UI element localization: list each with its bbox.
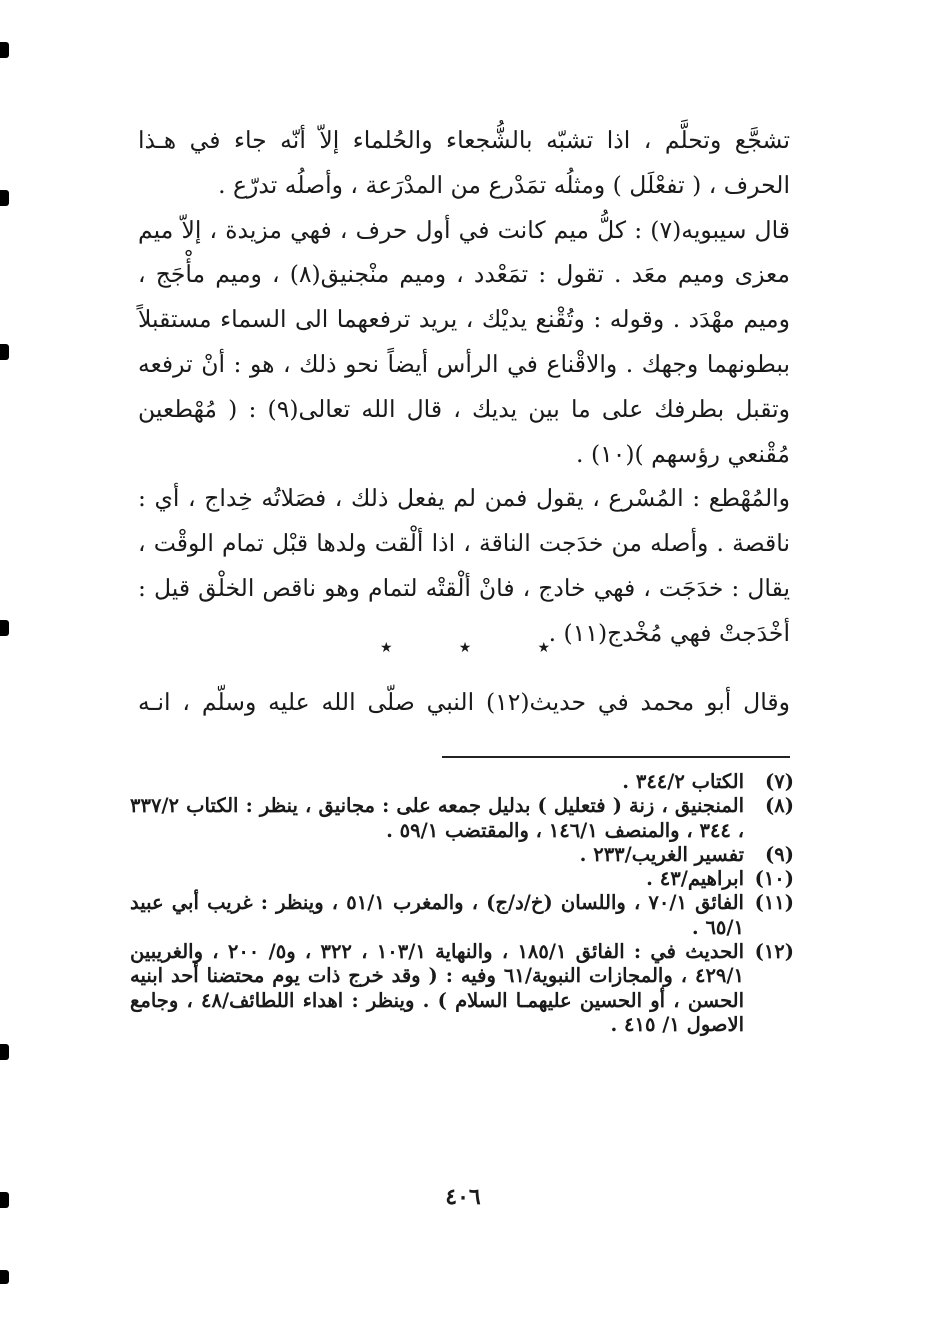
section-separator [380,640,550,656]
binding-mark [0,42,9,58]
footnote [130,891,794,940]
footnote-number: (٩) [765,842,794,866]
paragraph: تشجَّع وتحلَّم ، اذا تشبّه بالشُّجعاء والحُلماء إلاّ أنّه جاء في هـذا الحرف ، ( تفعْلَل ) ومثلُه تمَدْرع من المدْرَعة ، وأصلُه تدرّع . [138,126,790,199]
page-number: ٤٠٦ [445,1184,481,1210]
footnote [130,770,794,794]
footnote-text: المنجنيق ، زنة ( فتعليل ) بدليل جمعه على : مجانيق ، ينظر : الكتاب ٣٣٧/٢ ، ٣٤٤ ، والمنصف ١٤٦/١ ، والمقتضب ٥٩/١ . [130,794,744,842]
footnote-text: الفائق ٧٠/١ ، واللسان (خ/د/ج) ، والمغرب ٥١/١ ، وينظر : غريب أبي عبيد ٦٥/١ . [130,891,744,939]
footnote-number: (١٢) [754,940,794,964]
binding-mark [0,620,9,636]
binding-mark [0,1044,9,1060]
footnote-number: (١١) [754,891,794,915]
footnote-text: الحديث في : الفائق ١٨٥/١ ، والنهاية ١٠٣/١ ، ٣٢٢ ، و٥/ ٢٠٠ ، والغريبين ٤٢٩/١ ، والمجازات النبوية/٦١ وفيه : ( وقد خرج ذات يوم محتضنا أحد ابنيه الحسن ، أو الحسين عليهمـا السلام ) . وينظر : اهداء اللطائف/٤٨ ، وجامع الاصول ١/ ٤١٥ . [130,940,745,1036]
star-icon: ★ [458,640,472,656]
footnote [130,940,794,1037]
footnote-number: (٧) [765,770,794,793]
footnote [130,794,794,843]
footnote [130,867,794,891]
binding-mark [0,344,9,360]
footnote-number: (١٠) [754,867,794,891]
footnote [130,843,794,867]
paragraph: والمُهْطع : المُسْرع ، يقول فمن لم يفعل ذلك ، فصَلاتُه خِداج ، أي : ناقصة . وأصله من خدَجت الناقة ، اذا ألْقت ولدها قبْل تمام الوقْت ، يقال : خدَجَت ، فهي خادج ، فانْ ألْقتْه لتمام وهو ناقص الخلْق قيل : أخْدَجتْ فهي مُخْدج(١١) . [138,484,790,647]
continuation-line: وقال أبو محمد في حديث(١٢) النبي صلّى الله عليه وسلّم ، انـه [138,688,790,716]
footnote-text: ابراهيم/٤٣ . [646,867,744,891]
star-icon: ★ [380,640,393,656]
footnotes [130,770,794,1037]
footnote-rule [442,756,790,758]
paragraph: قال سيبويه(٧) : كلُّ ميم كانت في أول حرف ، فهي مزيدة ، إلاّ ميم معزى وميم معَد . تقول : تمَعْدد ، وميم منْجنيق(٨) ، وميم مأْجَج ، وميم مهْدَد . وقوله : وتُقْنع يديْك ، يريد ترفعهما الى السماء مستقبلاً ببطونهما وجهك . والاقْناع في الرأس أيضاً نحو ذلك ، هو : أنْ ترفعه وتقبل بطرفك على ما بين يديك ، قال الله تعالى(٩) : ( مُهْطعين مُقْنعي رؤسهم )(١٠) . [138,215,790,468]
binding-mark [0,190,9,206]
binding-mark [0,1270,9,1284]
star-icon: ★ [537,640,550,656]
footnote-number: (٨) [765,794,794,818]
main-text [138,118,790,656]
footnote-text: الكتاب ٣٤٤/٢ . [622,770,744,793]
footnote-text: تفسير الغريب/٢٣٣ . [579,842,744,866]
